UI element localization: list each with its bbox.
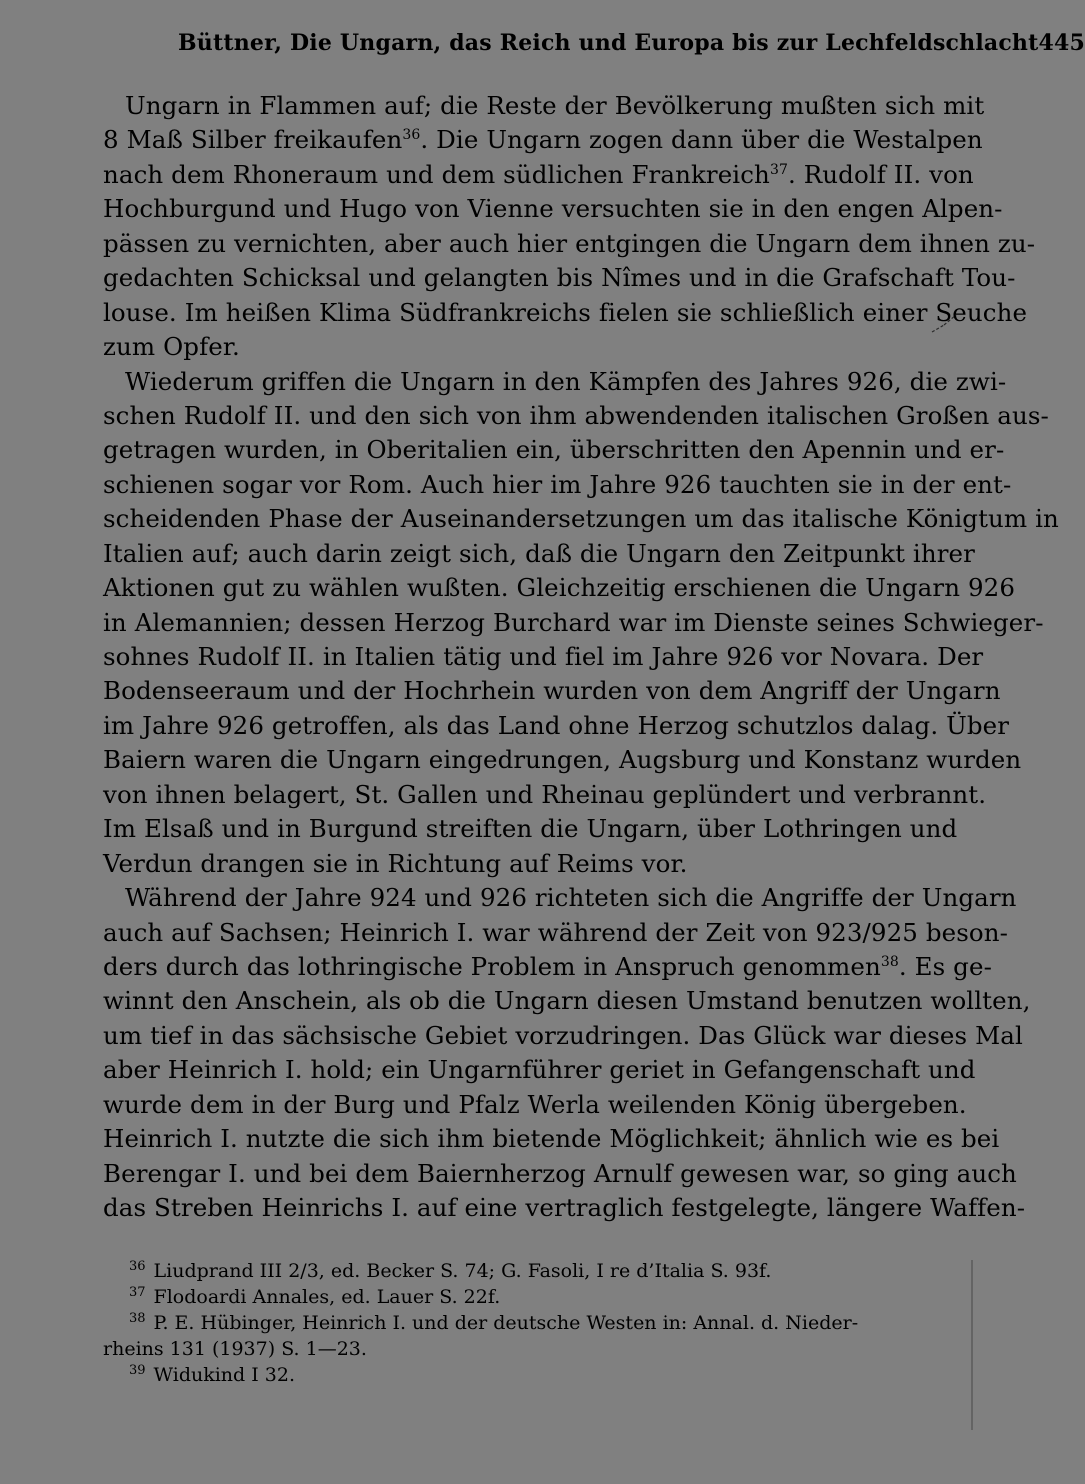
- text-line: [103, 847, 923, 881]
- text-segment: Während der Jahre 924 und 926 richteten sich die Angriffe der Ungarn: [125, 883, 1017, 913]
- text-segment: 8 Maß Silber freikaufen: [103, 125, 403, 155]
- footnote-number: 37: [129, 1284, 146, 1300]
- text-segment: zum Opfer.: [103, 332, 240, 362]
- footnote-ref: 37: [769, 161, 788, 178]
- text-segment: das Streben Heinrichs I. auf eine vertraglich festgelegte, längere Waffen-: [103, 1193, 1026, 1222]
- text-segment: Heinrich I. nutzte die sich ihm bietende Möglichkeit; ähnlich wie es bei: [103, 1124, 1000, 1154]
- text-segment: scheidenden Phase der Auseinandersetzungen um das italische Königtum in: [103, 504, 1059, 534]
- text-segment: Ungarn in Flammen auf; die Reste der Bevölkerung mußten sich mit: [125, 91, 985, 120]
- paragraph: [103, 881, 1031, 1225]
- text-segment: gedachten Schicksal und gelangten bis Nîmes und in die Grafschaft Tou-: [103, 263, 1016, 293]
- text-line: [103, 330, 923, 364]
- text-segment: . Die Ungarn zogen dann über die Westalpen: [420, 125, 983, 155]
- text-segment: pässen zu vernichten, aber auch hier entgingen die Ungarn dem ihnen zu-: [103, 228, 1036, 258]
- text-segment: Baiern waren die Ungarn eingedrungen, Augsburg und Konstanz wurden: [103, 745, 1022, 775]
- text-segment: Verdun drangen sie in Richtung auf Reims vor.: [103, 848, 688, 878]
- text-line: [103, 1191, 1026, 1225]
- text-line: [103, 89, 985, 123]
- running-head-title: Büttner, Die Ungarn, das Reich und Europa bis zur Lechfeldschlacht: [178, 30, 1039, 56]
- paragraph: [103, 89, 1036, 365]
- text-line: [103, 502, 1059, 536]
- text-line: [103, 1019, 1023, 1053]
- text-segment: um tief in das sächsische Gebiet vorzudringen. Das Glück war dieses Mal: [103, 1020, 1023, 1050]
- text-segment: winnt den Anschein, als ob die Ungarn diesen Umstand benutzen wollten,: [103, 986, 1031, 1016]
- footnote-ref: 36: [402, 127, 421, 144]
- running-head: [178, 30, 1085, 64]
- text-line: [103, 571, 1016, 605]
- text-line: [103, 674, 1001, 708]
- text-segment: Berengar I. und bei dem Baiernherzog Arnulf gewesen war, so ging auch: [103, 1158, 1017, 1188]
- text-segment: im Jahre 926 getroffen, als das Land ohne Herzog schutzlos dalag. Über: [103, 710, 1010, 740]
- footnote: [103, 1336, 923, 1362]
- text-segment: Aktionen gut zu wählen wußten. Gleichzeitig erschienen die Ungarn 926: [103, 573, 1016, 603]
- text-segment: Wiederum griffen die Ungarn in den Kämpfen des Jahres 926, die zwi-: [125, 366, 1007, 396]
- text-segment: wurde dem in der Burg und Pfalz Werla weilenden König übergeben.: [103, 1089, 967, 1119]
- footnote: [103, 1362, 923, 1388]
- footnote-number: 39: [129, 1362, 146, 1378]
- text-line: [103, 984, 1031, 1018]
- text-line: [103, 881, 1017, 915]
- text-line: [103, 227, 1036, 261]
- paragraph: [103, 365, 1059, 882]
- text-segment: auch auf Sachsen; Heinrich I. war während der Zeit von 923/925 beson-: [103, 917, 1009, 947]
- text-line: [103, 399, 1049, 433]
- footnote-text: Widukind I 32.: [153, 1364, 296, 1386]
- text-line: [103, 1053, 976, 1087]
- page-number: 445: [1038, 30, 1085, 56]
- text-line: [103, 537, 975, 571]
- text-segment: . Es ge-: [898, 951, 992, 981]
- text-line: [103, 261, 1016, 295]
- text-line: [103, 468, 1012, 502]
- text-line: [103, 158, 974, 192]
- text-line: [103, 365, 1007, 399]
- page-edge-mark: [968, 1260, 976, 1430]
- footnote: [103, 1284, 923, 1310]
- text-line: [103, 606, 1044, 640]
- text-line: [103, 1157, 1017, 1191]
- text-segment: . Rudolf II. von: [787, 159, 974, 189]
- text-line: [103, 640, 984, 674]
- text-line: [103, 743, 1022, 777]
- text-line: [103, 812, 958, 846]
- text-line: [103, 1122, 1000, 1156]
- text-segment: schen Rudolf II. und den sich von ihm abwendenden italischen Großen aus-: [103, 400, 1049, 430]
- body-text: [103, 89, 1059, 1225]
- text-segment: aber Heinrich I. hold; ein Ungarnführer geriet in Gefangenschaft und: [103, 1055, 976, 1085]
- footnote-number: 36: [129, 1258, 146, 1274]
- text-line: [103, 709, 1010, 743]
- text-segment: Hochburgund und Hugo von Vienne versuchten sie in den engen Alpen-: [103, 194, 1003, 224]
- footnote-text: Flodoardi Annales, ed. Lauer S. 22f.: [153, 1286, 501, 1308]
- footnote-ref: 38: [880, 953, 899, 970]
- text-segment: getragen wurden, in Oberitalien ein, überschritten den Apennin und er-: [103, 435, 1005, 465]
- footnote-text: Liudprand III 2/3, ed. Becker S. 74; G. Fasoli, I re d’Italia S. 93f.: [153, 1260, 772, 1282]
- footnote-number: 38: [129, 1310, 146, 1326]
- text-line: [103, 123, 983, 157]
- text-segment: in Alemannien; dessen Herzog Burchard war im Dienste seines Schwieger-: [103, 607, 1044, 637]
- text-line: [103, 433, 1005, 467]
- text-segment: nach dem Rhoneraum und dem südlichen Frankreich: [103, 159, 770, 189]
- text-segment: ders durch das lothringische Problem in Anspruch genommen: [103, 951, 881, 981]
- text-segment: Im Elsaß und in Burgund streiften die Ungarn, über Lothringen und: [103, 814, 958, 844]
- footnotes: [103, 1258, 923, 1388]
- text-line: [103, 778, 987, 812]
- text-line: [103, 950, 992, 984]
- text-line: [103, 916, 1009, 950]
- footnote-text: rheins 131 (1937) S. 1—23.: [103, 1338, 367, 1360]
- text-line: [103, 296, 1028, 330]
- text-segment: Bodenseeraum und der Hochrhein wurden von dem Angriff der Ungarn: [103, 676, 1001, 706]
- footnote-text: P. E. Hübinger, Heinrich I. und der deutsche Westen in: Annal. d. Nieder-: [153, 1312, 859, 1334]
- text-segment: von ihnen belagert, St. Gallen und Rheinau geplündert und verbrannt.: [103, 779, 987, 809]
- text-segment: louse. Im heißen Klima Südfrankreichs fielen sie schließlich einer Seuche: [103, 297, 1028, 327]
- margin-pencil-mark: [930, 312, 958, 334]
- text-segment: sohnes Rudolf II. in Italien tätig und fiel im Jahre 926 vor Novara. Der: [103, 642, 984, 671]
- text-segment: schienen sogar vor Rom. Auch hier im Jahre 926 tauchten sie in der ent-: [103, 469, 1012, 499]
- text-line: [103, 192, 1003, 226]
- footnote: [103, 1258, 923, 1284]
- text-segment: Italien auf; auch darin zeigt sich, daß die Ungarn den Zeitpunkt ihrer: [103, 538, 975, 568]
- text-line: [103, 1088, 967, 1122]
- footnote: [103, 1310, 923, 1336]
